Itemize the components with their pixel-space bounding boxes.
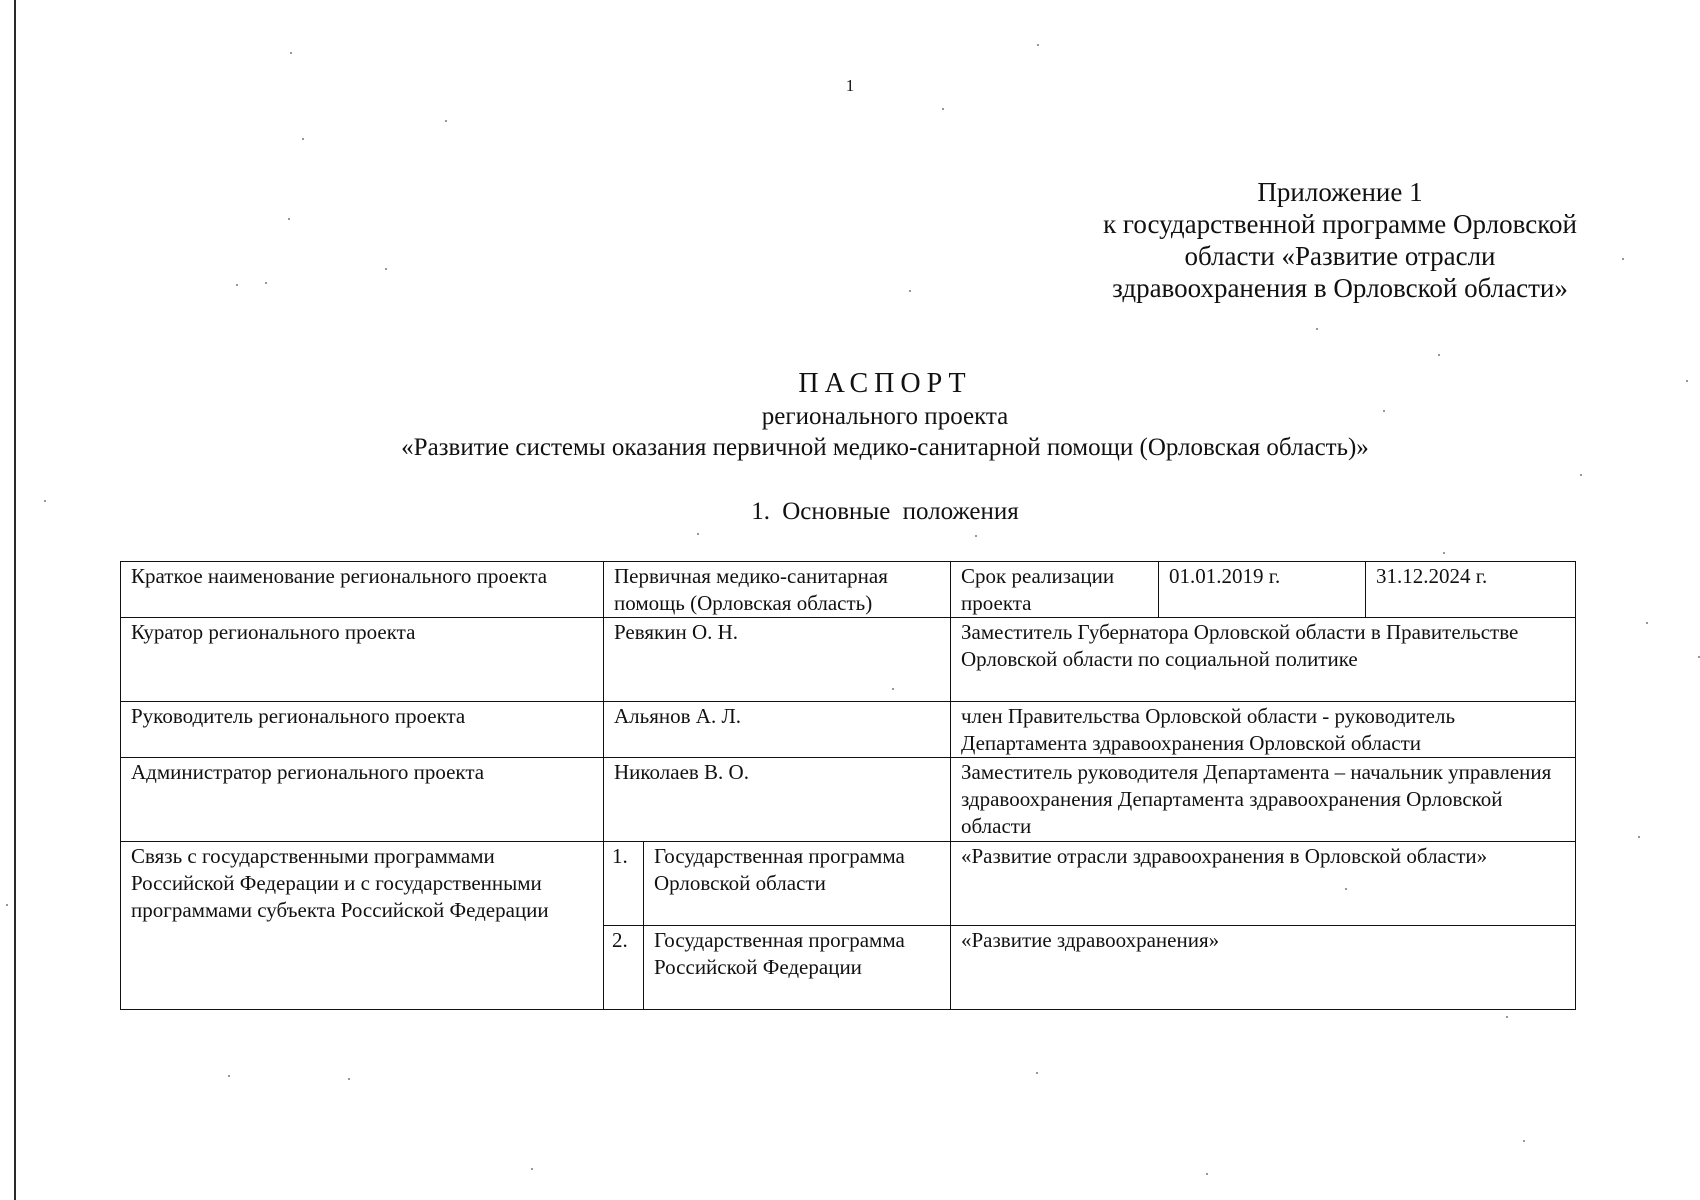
program-name: «Развитие здравоохранения» bbox=[951, 926, 1576, 1010]
scan-speck bbox=[1316, 328, 1318, 330]
main-positions-table bbox=[120, 561, 1576, 1010]
head-position: член Правительства Орловской области - руководитель Департамента здравоохранения Орловской области bbox=[951, 702, 1576, 758]
scan-speck bbox=[1523, 1140, 1525, 1142]
passport-title: ПАСПОРТ bbox=[798, 368, 972, 399]
appendix-block bbox=[1040, 176, 1640, 304]
scan-speck bbox=[265, 282, 267, 284]
scan-speck bbox=[892, 688, 894, 690]
appendix-line: здравоохранения в Орловской области» bbox=[1112, 273, 1568, 303]
scan-speck bbox=[6, 904, 8, 906]
scan-speck bbox=[302, 138, 304, 140]
scan-speck bbox=[1036, 1072, 1038, 1074]
table-row bbox=[121, 562, 1576, 618]
programs-label: Связь с государственными программами Российской Федерации и с государственными программами субъекта Российской Федерации bbox=[121, 842, 604, 1010]
head-name: Альянов А. Л. bbox=[604, 702, 951, 758]
section-heading bbox=[0, 498, 1700, 526]
scan-speck bbox=[1686, 380, 1688, 382]
administrator-position: Заместитель руководителя Департамента – начальник управления здравоохранения Департамента здравоохранения Орловской области bbox=[951, 758, 1576, 842]
curator-name: Ревякин О. Н. bbox=[604, 618, 951, 702]
short-name-value: Первичная медико-санитарная помощь (Орловская область) bbox=[604, 562, 951, 618]
curator-position: Заместитель Губернатора Орловской области в Правительстве Орловской области по социальной политике bbox=[951, 618, 1576, 702]
scan-speck bbox=[531, 1168, 533, 1170]
scan-speck bbox=[385, 268, 387, 270]
scan-speck bbox=[909, 290, 911, 292]
program-number: 1. bbox=[604, 842, 644, 926]
table-row bbox=[121, 618, 1576, 702]
scan-speck bbox=[975, 535, 977, 537]
scan-speck bbox=[44, 500, 46, 502]
scan-speck bbox=[1037, 44, 1039, 46]
scan-speck bbox=[236, 284, 238, 286]
passport-subtitle: регионального проекта bbox=[761, 403, 1009, 430]
term-end: 31.12.2024 г. bbox=[1366, 562, 1576, 618]
short-name-label: Краткое наименование регионального проекта bbox=[121, 562, 604, 618]
scan-speck bbox=[348, 1078, 350, 1080]
table-row bbox=[121, 758, 1576, 842]
term-label: Срок реализации проекта bbox=[951, 562, 1159, 618]
appendix-line: к государственной программе Орловской bbox=[1103, 209, 1577, 239]
project-name: «Развитие системы оказания первичной медико-санитарной помощи (Орловская область)» bbox=[401, 434, 1369, 461]
table-row bbox=[121, 702, 1576, 758]
program-name: «Развитие отрасли здравоохранения в Орловской области» bbox=[951, 842, 1576, 926]
scan-speck bbox=[445, 120, 447, 122]
scan-speck bbox=[1345, 888, 1347, 890]
scan-speck bbox=[1443, 552, 1445, 554]
scan-speck bbox=[1646, 622, 1648, 624]
program-type: Государственная программа Российской Федерации bbox=[644, 926, 951, 1010]
appendix-line: области «Развитие отрасли bbox=[1184, 241, 1496, 271]
page-number: 1 bbox=[845, 76, 855, 95]
scan-speck bbox=[228, 1075, 230, 1077]
scan-speck bbox=[1622, 258, 1624, 260]
scan-edge bbox=[14, 0, 16, 1200]
scan-speck bbox=[290, 52, 292, 54]
program-type: Государственная программа Орловской области bbox=[644, 842, 951, 926]
program-number: 2. bbox=[604, 926, 644, 1010]
term-start: 01.01.2019 г. bbox=[1159, 562, 1366, 618]
scan-speck bbox=[288, 218, 290, 220]
curator-label: Куратор регионального проекта bbox=[121, 618, 604, 702]
table-row bbox=[121, 842, 1576, 926]
administrator-label: Администратор регионального проекта bbox=[121, 758, 604, 842]
scan-speck bbox=[1383, 410, 1385, 412]
scan-speck bbox=[942, 108, 944, 110]
administrator-name: Николаев В. О. bbox=[604, 758, 951, 842]
section-number: 1. bbox=[751, 498, 770, 525]
scan-speck bbox=[1580, 474, 1582, 476]
scan-speck bbox=[1638, 836, 1640, 838]
section-title: Основные положения bbox=[782, 498, 1019, 525]
scan-speck bbox=[1206, 1173, 1208, 1175]
scan-speck bbox=[1506, 1016, 1508, 1018]
scan-speck bbox=[697, 533, 699, 535]
head-label: Руководитель регионального проекта bbox=[121, 702, 604, 758]
appendix-line: Приложение 1 bbox=[1257, 177, 1423, 207]
scan-speck bbox=[1438, 354, 1440, 356]
